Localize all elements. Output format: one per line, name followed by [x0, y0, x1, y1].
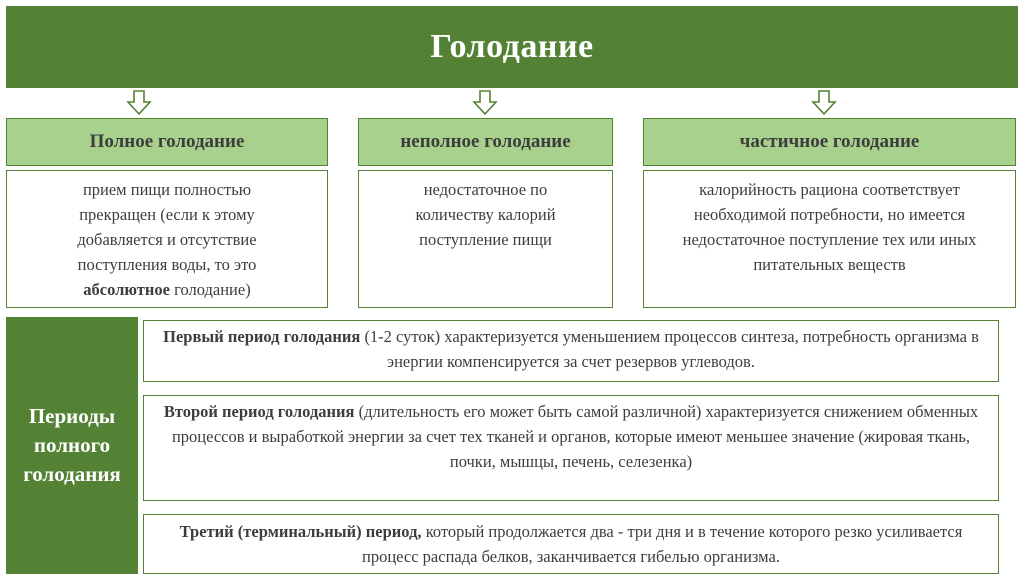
title-bar: [6, 6, 1018, 88]
category-description-incomplete: недостаточное по количеству калорий поступление пищи: [358, 170, 613, 308]
category-description-partial: калорийность рациона соответствует необходимой потребности, но имеется недостаточное поступление тех или иных питательных веществ: [643, 170, 1016, 308]
period-second: Второй период голодания (длительность его может быть самой различной) характеризуется снижением обменных процессов и выработкой энергии за счет тех тканей и органов, которые имеют меньшее значение (жировая ткань, почки, мышцы, печень, селезенка): [143, 395, 999, 501]
down-arrow-icon: [811, 90, 837, 116]
page-title: Голодание: [430, 28, 594, 65]
period-first: Первый период голодания (1-2 суток) характеризуется уменьшением процессов синтеза, потребность организма в энергии компенсируется за счет резервов углеводов.: [143, 320, 999, 382]
category-description-full: прием пищи полностью прекращен (если к этому добавляется и отсутствие поступления воды, то это абсолютное голодание): [6, 170, 328, 308]
down-arrow-icon: [472, 90, 498, 116]
category-heading-partial: частичное голодание: [643, 118, 1016, 166]
periods-label: Периоды полного голодания: [6, 317, 138, 574]
period-third: Третий (терминальный) период, который продолжается два - три дня и в течение которого резко усиливается процесс распада белков, заканчивается гибелью организма.: [143, 514, 999, 574]
category-heading-incomplete: неполное голодание: [358, 118, 613, 166]
down-arrow-icon: [126, 90, 152, 116]
category-heading-full: Полное голодание: [6, 118, 328, 166]
